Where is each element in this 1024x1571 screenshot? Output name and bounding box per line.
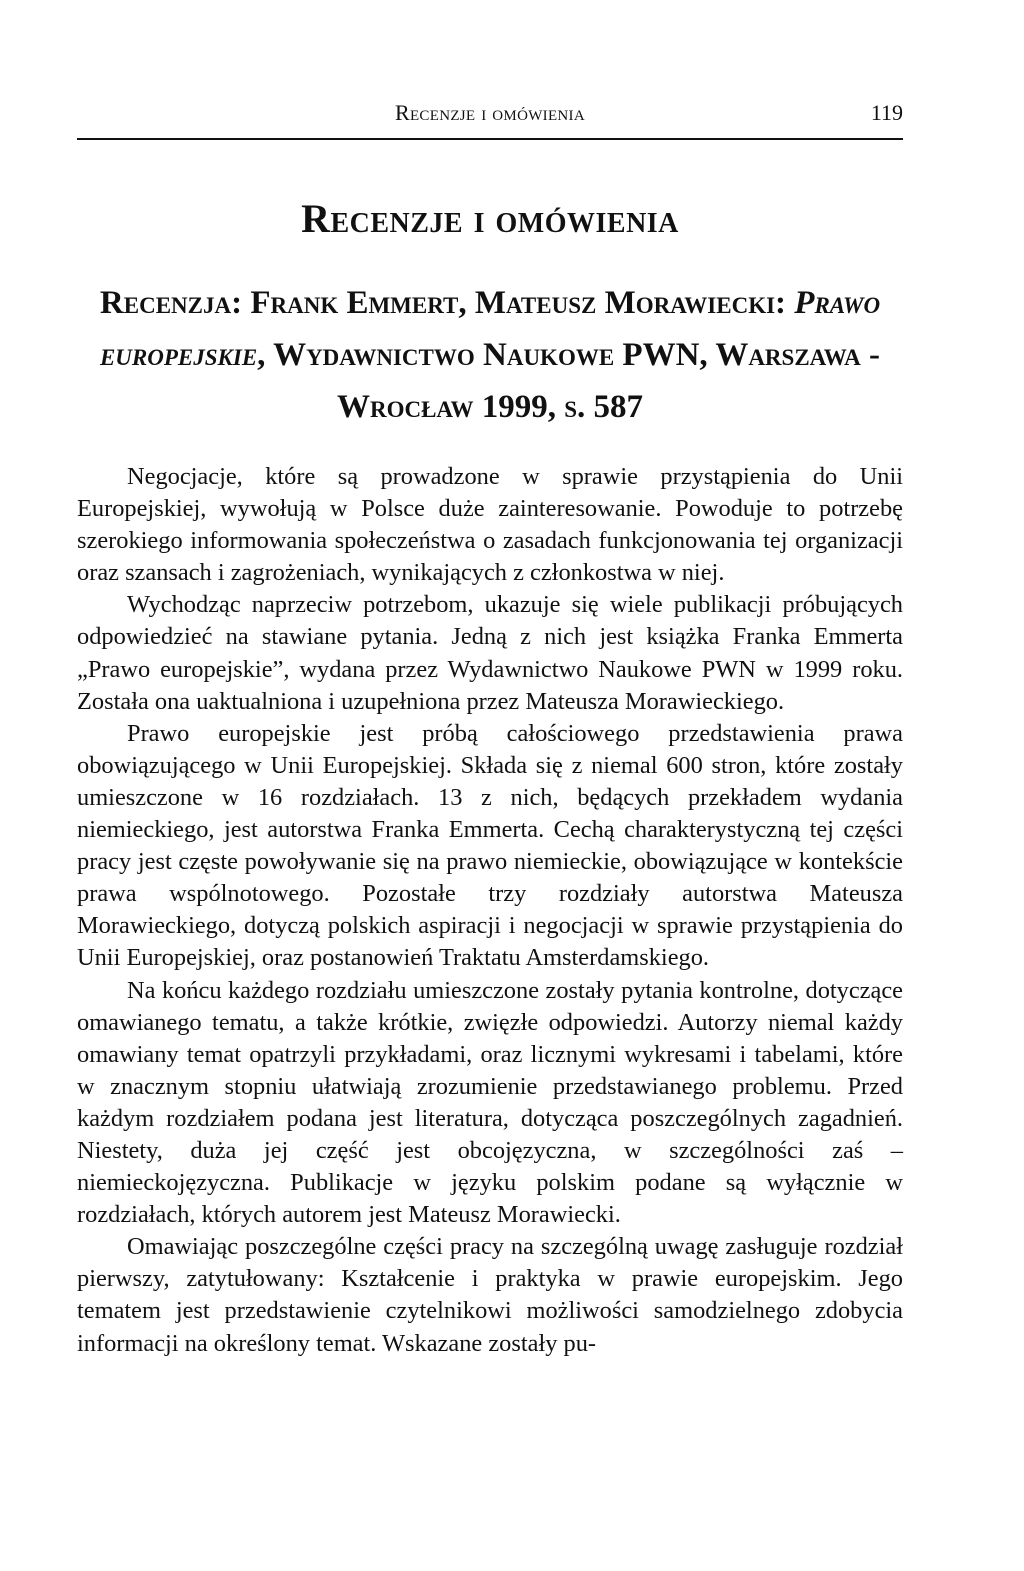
- running-header: [77, 98, 903, 140]
- section-title: Recenzje i omówienia: [301, 196, 679, 241]
- body-paragraph: Wychodząc naprzeciw potrzebom, ukazuje się wiele publikacji próbujących odpowiedzieć na stawiane pytania. Jedną z nich jest książka Franka Emmerta „Prawo europejskie”, wydana przez Wydawnictwo Naukowe PWN w 1999 roku. Została ona uaktualniona i uzupełniona przez Mateusza Morawieckiego.: [77, 591, 903, 715]
- page-number: 119: [870, 100, 903, 125]
- review-heading-authors: Recenzja: Frank Emmert, Mateusz Morawiecki:: [99, 285, 795, 321]
- body-paragraph: Negocjacje, które są prowadzone w sprawie przystąpienia do Unii Europejskiej, wywołują w Polsce duże zainteresowanie. Powoduje to potrzebę szerokiego informowania społeczeństwa o zasadach funkcjonowania tej organizacji oraz szansach i zagrożeniach, wynikających z członkostwa w niej.: [77, 463, 903, 587]
- review-body: [77, 461, 903, 1360]
- body-paragraph: Prawo europejskie jest próbą całościowego przedstawienia prawa obowiązującego w Unii Europejskiej. Składa się z niemal 600 stron, które zostały umieszczone w 16 rozdziałach. 13 z nich, będących przekładem wydania niemieckiego, jest autorstwa Franka Emmerta. Cechą charakterystyczną tej części pracy jest częste powoływanie się na prawo niemieckie, obowiązujące w kontekście prawa wspólnotowego. Pozostałe trzy rozdziały autorstwa Mateusza Morawieckiego, dotyczą polskich aspiracji i negocjacji w sprawie przystąpienia do Unii Europejskiej, oraz postanowień Traktatu Amsterdamskiego.: [77, 719, 903, 972]
- body-paragraph: Omawiając poszczególne części pracy na szczególną uwagę zasługuje rozdział pierwszy, zatytułowany: Kształcenie i praktyka w prawie europejskim. Jego tematem jest przedstawienie czytelnikowi możliwości samodzielnego zdobycia informacji na określony temat. Wskazane zostały pu-: [77, 1233, 903, 1357]
- running-header-title: Recenzje i omówienia: [395, 100, 585, 125]
- document-page: [77, 98, 903, 1360]
- review-publisher-info: , Wydawnictwo Naukowe PWN, Warszawa - Wrocław 1999, s. 587: [257, 337, 881, 425]
- review-heading: [77, 277, 903, 433]
- review-book-title: Prawo europejskie: [99, 285, 881, 373]
- body-paragraph: Na końcu każdego rozdziału umieszczone zostały pytania kontrolne, dotyczące omawianego tematu, a także krótkie, zwięzłe odpowiedzi. Autorzy niemal każdy omawiany temat opatrzyli przykładami, oraz licznymi wykresami i tabelami, które w znacznym stopniu ułatwiają zrozumienie przedstawianego problemu. Przed każdym rozdziałem podana jest literatura, dotycząca poszczególnych zagadnień. Niestety, duża jej część jest obcojęzyczna, w szczególności zaś – niemieckojęzyczna. Publikacje w języku polskim podane są wyłącznie w rozdziałach, których autorem jest Mateusz Morawiecki.: [77, 976, 903, 1229]
